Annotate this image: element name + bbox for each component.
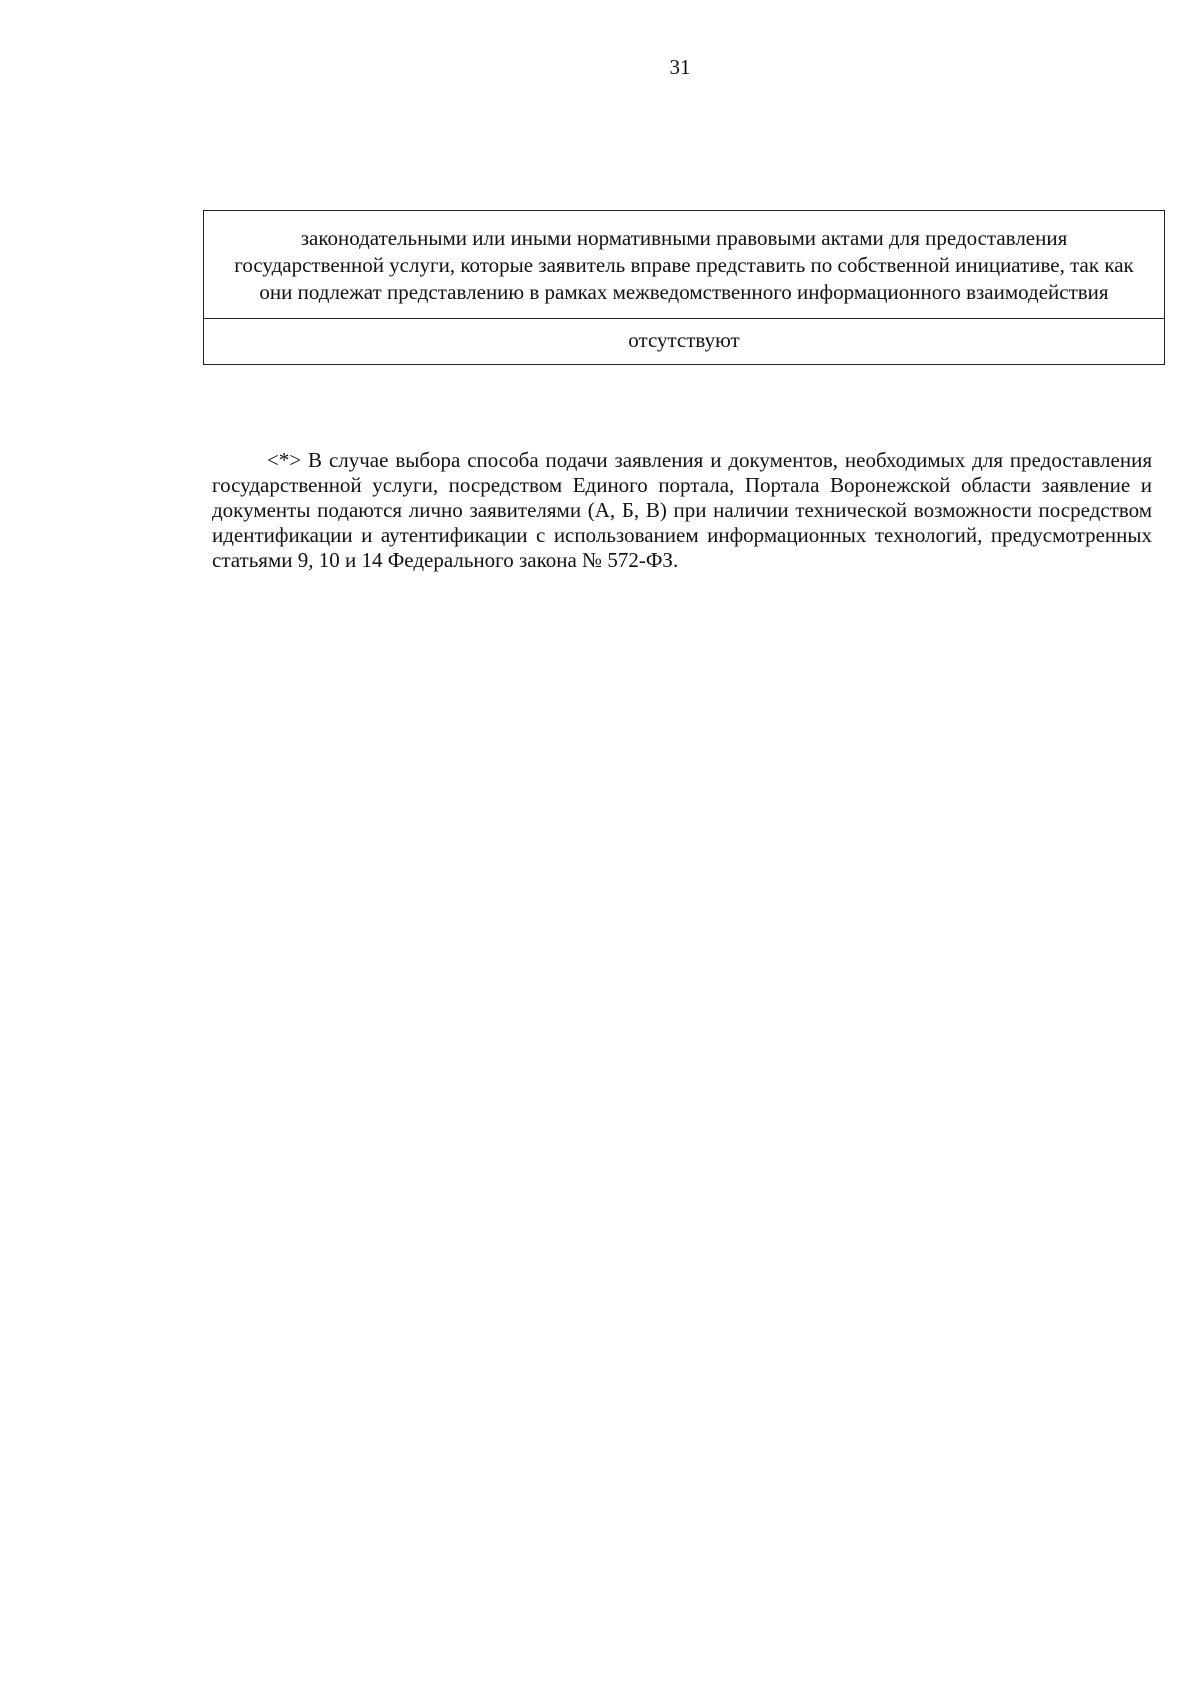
page-number: 31 [669, 55, 691, 79]
documents-table [203, 210, 1165, 365]
table-cell-description: законодательными или иными нормативными правовыми актами для предоставления государственной услуги, которые заявитель вправе представить по собственной инициативе, так как они подлежат представлению в рамках межведомственного информационного взаимодействия [204, 211, 1165, 319]
footnote-text: <*> В случае выбора способа подачи заявления и документов, необходимых для предоставления государственной услуги, посредством Единого портала, Портала Воронежской области заявление и документы подаются лично заявителями (А, Б, В) при наличии технической возможности посредством идентификации и аутентификации с использованием информационных технологий, предусмотренных статьями 9, 10 и 14 Федерального закона № 572-ФЗ. [212, 448, 1152, 572]
table-cell-value: отсутствуют [204, 319, 1165, 365]
table-row [204, 211, 1165, 319]
table-row [204, 319, 1165, 365]
